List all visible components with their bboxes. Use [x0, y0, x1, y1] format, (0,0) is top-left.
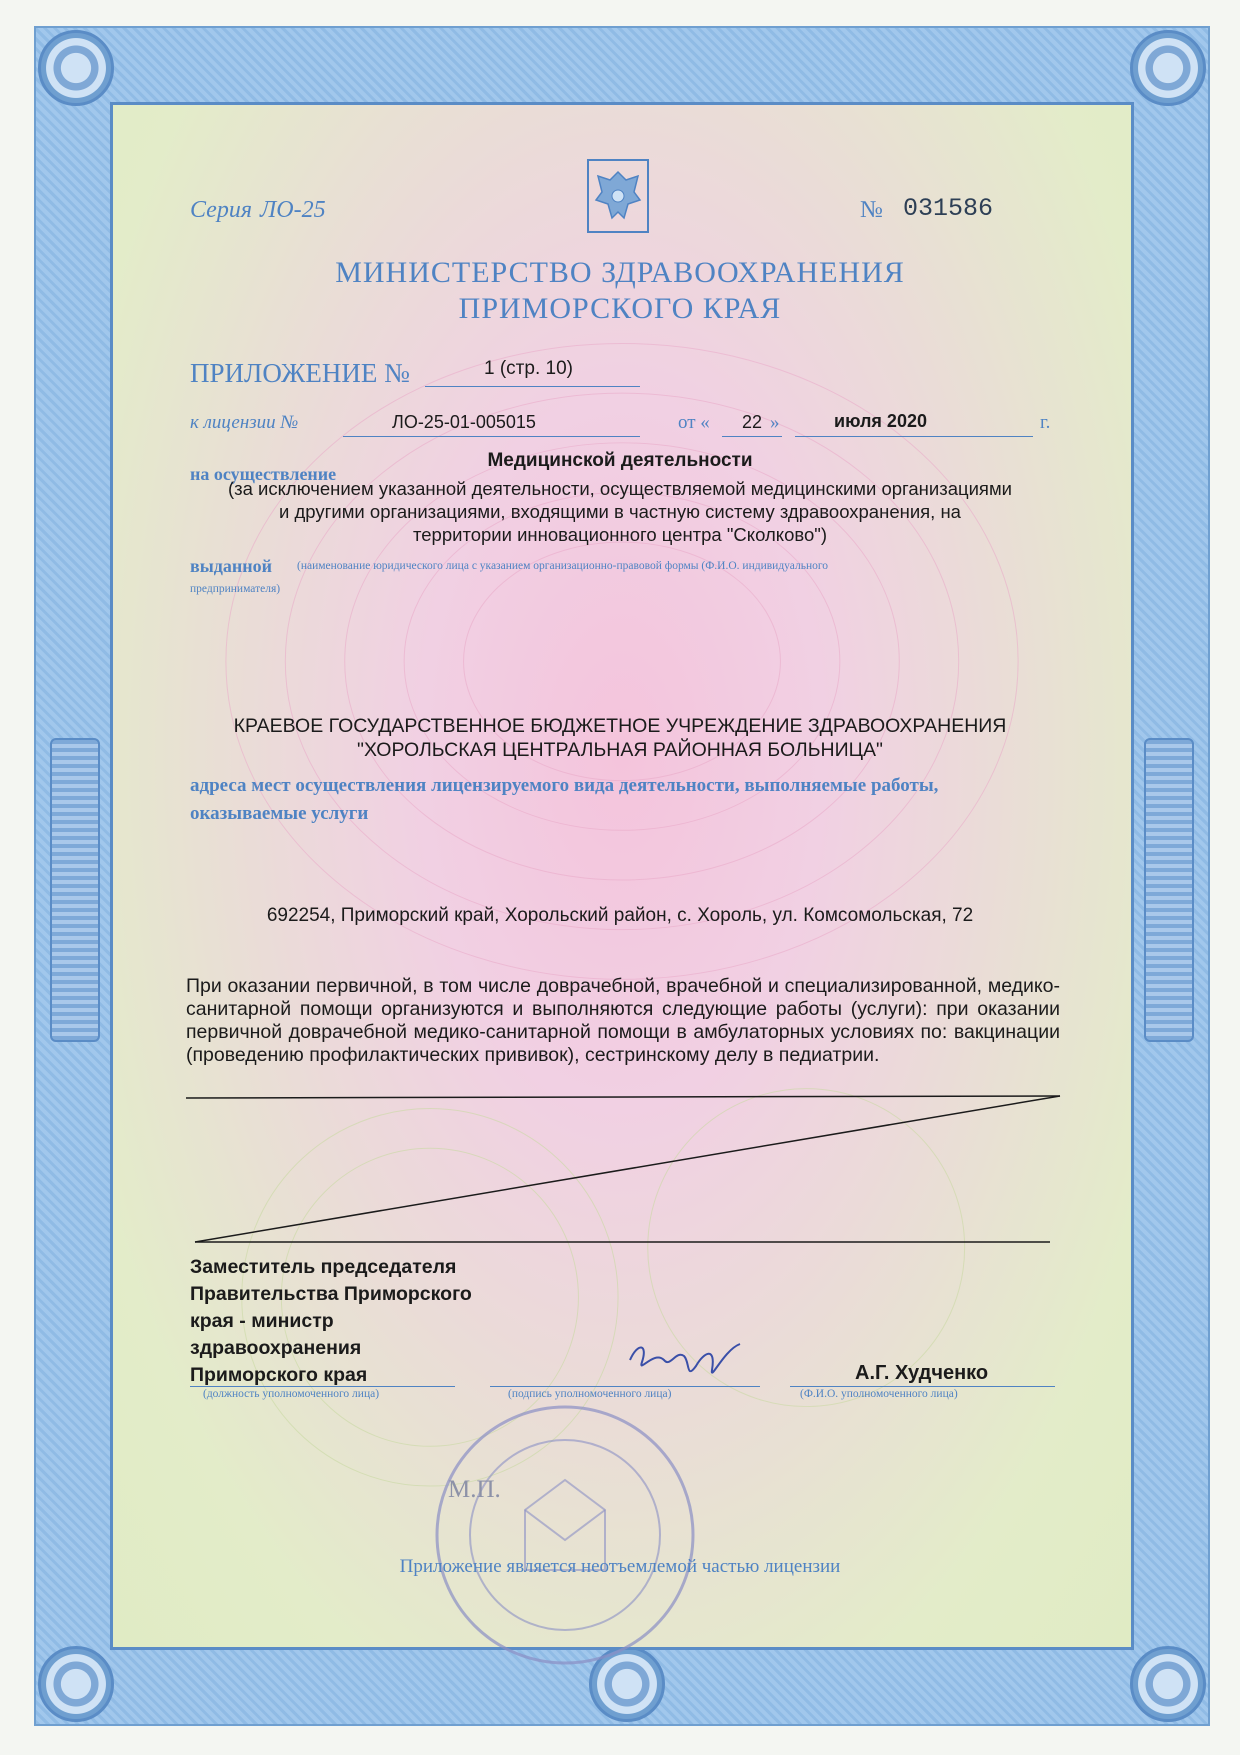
- license-number: ЛО-25-01-005015: [392, 412, 536, 432]
- activity-title: Медицинской деятельности: [487, 450, 753, 471]
- series-label: Серия: [190, 197, 252, 223]
- signatory-position-line3: края - министр: [190, 1310, 334, 1332]
- name-underline: [790, 1386, 1055, 1387]
- activity-address: 692254, Приморский край, Хорольский район, с. Хороль, ул. Комсомольская, 72: [266, 905, 974, 926]
- activity-label: на осуществление: [190, 464, 337, 484]
- address-section-label-line1: адреса мест осуществления лицензируемого вида деятельности, выполняемые работы,: [190, 775, 939, 796]
- license-day: 22: [742, 412, 763, 432]
- official-seal: [430, 1400, 700, 1670]
- issued-hint-line2: предпринимателя): [190, 583, 281, 595]
- ministry-title-line2: ПРИМОРСКОГО КРАЯ: [458, 292, 782, 325]
- series-value: ЛО-25: [260, 197, 326, 223]
- appendix-value: 1 (стр. 10): [484, 358, 573, 379]
- signatory-name: А.Г. Худченко: [855, 1362, 989, 1384]
- license-date-from-label: от «: [678, 412, 710, 433]
- appendix-label: ПРИЛОЖЕНИЕ №: [190, 358, 410, 388]
- position-hint: (должность уполномоченного лица): [203, 1388, 380, 1400]
- license-month-year: июля 2020: [834, 411, 927, 431]
- document-number: 031586: [903, 194, 994, 223]
- activity-note-line2: и другими организациями, входящими в частную систему здравоохранения, на: [279, 501, 961, 522]
- position-underline: [190, 1386, 455, 1387]
- activity-note-line3: территории инновационного центра "Сколково"): [412, 524, 827, 545]
- ministry-title-line1: МИНИСТЕРСТВО ЗДРАВООХРАНЕНИЯ: [335, 256, 905, 289]
- organization-name-line2: "ХОРОЛЬСКАЯ ЦЕНТРАЛЬНАЯ РАЙОННАЯ БОЛЬНИЦА": [357, 739, 883, 761]
- footer-note: Приложение является неотъемлемой частью лицензии: [399, 1556, 841, 1577]
- address-section-label-line2: оказываемые услуги: [190, 803, 369, 824]
- organization-name-line1: КРАЕВОЕ ГОСУДАРСТВЕННОЕ БЮДЖЕТНОЕ УЧРЕЖДЕНИЕ ЗДРАВООХРАНЕНИЯ: [233, 715, 1007, 737]
- signatory-position-line2: Правительства Приморского: [190, 1283, 472, 1305]
- license-day-close: »: [770, 412, 780, 433]
- name-hint: (Ф.И.О. уполномоченного лица): [800, 1388, 958, 1400]
- signatory-position-line5: Приморского края: [190, 1364, 368, 1386]
- signatory-position-line4: здравоохранения: [190, 1337, 362, 1359]
- signature-hint: (подпись уполномоченного лица): [508, 1388, 672, 1400]
- license-label: к лицензии №: [190, 412, 299, 433]
- handwritten-signature: [620, 1330, 760, 1390]
- license-year-suffix: г.: [1040, 412, 1051, 433]
- issued-label: выданной: [190, 556, 272, 576]
- issued-hint-line1: (наименование юридического лица с указанием организационно-правовой формы (Ф.И.О. индивидуального: [297, 560, 829, 572]
- activity-note-line1: (за исключением указанной деятельности, осуществляемой медицинскими организациями: [227, 478, 1013, 499]
- services-description: При оказании первичной, в том числе доврачебной, врачебной и специализированной, медико-санитарной помощи организуются и выполняются следующие работы (услуги): при оказании первичной доврачебной медико-санитарной помощи в амбулаторных условиях по: вакцинации (проведению профилактических прививок), сестринскому делу в педиатрии.: [186, 975, 1060, 1066]
- number-label: №: [860, 197, 883, 223]
- signatory-position-line1: Заместитель председателя: [190, 1256, 457, 1278]
- seal-mark-label: М.П.: [448, 1476, 501, 1503]
